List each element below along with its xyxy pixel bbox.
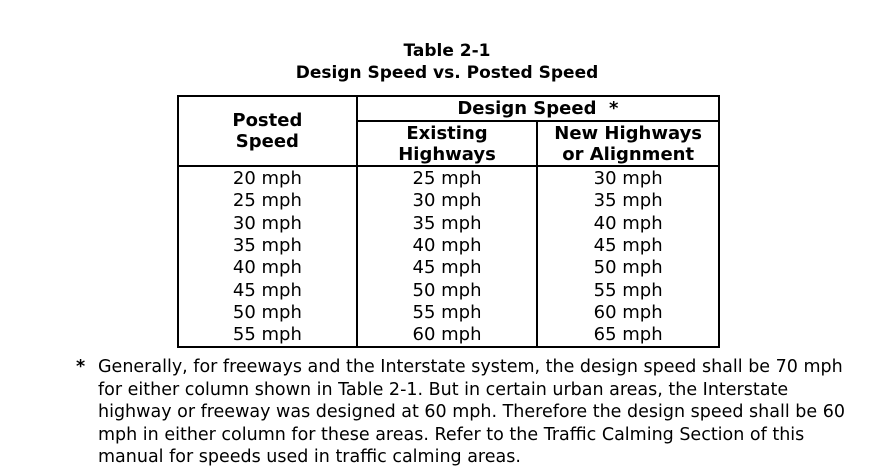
table-row [178, 324, 719, 347]
posted-speed-cell: 20 mph [178, 166, 357, 190]
posted-speed-cell: 50 mph [178, 302, 357, 324]
new-highways-header-line2: or Alignment [562, 143, 695, 165]
new-highways-header-line1: New Highways [554, 122, 703, 144]
new-speed-cell: 40 mph [537, 213, 719, 235]
new-speed-cell: 30 mph [537, 166, 719, 190]
table-row [178, 166, 719, 190]
design-speed-table [177, 95, 720, 348]
new-speed-cell: 35 mph [537, 190, 719, 212]
table-subtitle: Design Speed vs. Posted Speed [295, 63, 599, 83]
posted-speed-cell: 45 mph [178, 279, 357, 301]
posted-speed-header-line2: Speed [235, 131, 299, 152]
design-speed-group-label: Design Speed * [457, 98, 619, 119]
new-highways-header [537, 121, 719, 166]
table-row [178, 235, 719, 257]
existing-highways-header [357, 121, 538, 166]
posted-speed-cell: 40 mph [178, 257, 357, 279]
footnote [76, 356, 846, 469]
existing-speed-cell: 25 mph [357, 166, 538, 190]
table-row [178, 257, 719, 279]
table-row [178, 213, 719, 235]
new-speed-cell: 45 mph [537, 235, 719, 257]
table-row [178, 190, 719, 212]
posted-speed-cell: 30 mph [178, 213, 357, 235]
posted-speed-header-line1: Posted [232, 110, 303, 131]
table-title: Table 2-1 [403, 41, 491, 61]
existing-speed-cell: 35 mph [357, 213, 538, 235]
table-row [178, 279, 719, 301]
posted-speed-cell: 25 mph [178, 190, 357, 212]
new-speed-cell: 65 mph [537, 324, 719, 347]
existing-speed-cell: 45 mph [357, 257, 538, 279]
posted-speed-cell: 55 mph [178, 324, 357, 347]
existing-speed-cell: 60 mph [357, 324, 538, 347]
new-speed-cell: 55 mph [537, 279, 719, 301]
footnote-marker: * [76, 357, 86, 377]
new-speed-cell: 50 mph [537, 257, 719, 279]
posted-speed-cell: 35 mph [178, 235, 357, 257]
table-row [178, 302, 719, 324]
existing-speed-cell: 55 mph [357, 302, 538, 324]
posted-speed-header [178, 96, 357, 166]
existing-speed-cell: 50 mph [357, 279, 538, 301]
existing-speed-cell: 30 mph [357, 190, 538, 212]
new-speed-cell: 60 mph [537, 302, 719, 324]
footnote-text: Generally, for freeways and the Interstate system, the design speed shall be 70 mph for either column shown in Table 2-1. But in certain urban areas, the Interstate highway or freeway was designed at 60 mph. Therefore the design speed shall be 60 mph in either column for these areas. Refer to the Traffic Calming Section of this manual for speeds used in traffic calming areas. [98, 357, 845, 468]
existing-highways-header-line1: Existing [406, 122, 488, 144]
design-speed-group-header [357, 96, 719, 121]
existing-highways-header-line2: Highways [398, 143, 496, 165]
existing-speed-cell: 40 mph [357, 235, 538, 257]
